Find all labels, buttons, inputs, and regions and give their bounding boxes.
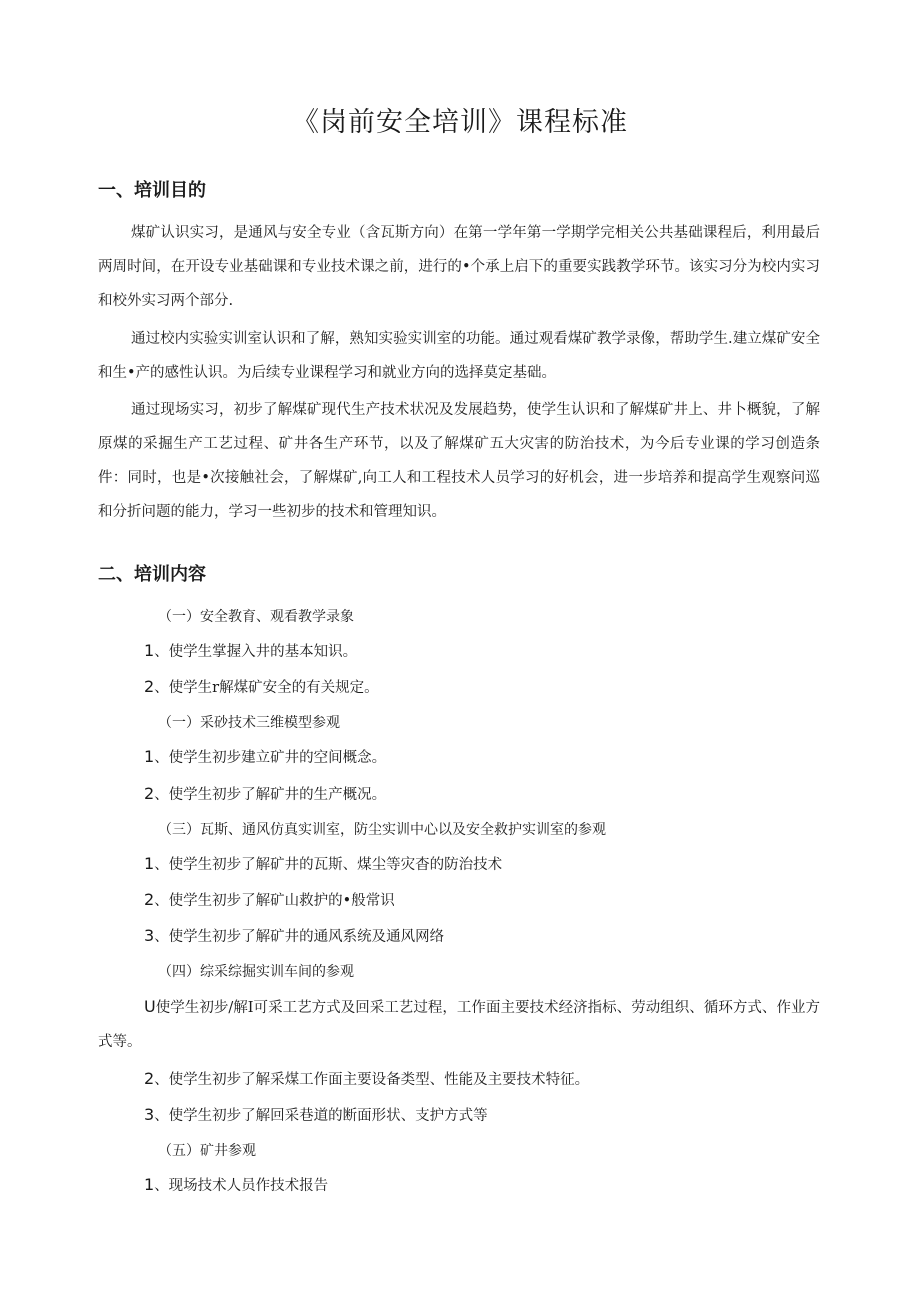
section-heading-content: 二、培训内容 — [98, 564, 206, 585]
list-item-text: 、使学生初步了解矿井的瓦斯、煤尘等灾杳的防治技术 — [154, 857, 503, 873]
subsection-label-simulation-labs: （三）瓦斯、通风仿真实训室，防尘实训中心以及安全救护实训室的参观 — [158, 822, 606, 838]
list-item-text: 、使学生掌握入井的基本知识。 — [154, 644, 358, 660]
list-item-number: 2 — [144, 890, 155, 909]
list-item-text: 、使学生初步了解矿山救护的•般常识 — [154, 893, 395, 909]
list-item-number: 1 — [144, 854, 155, 873]
list-item-number: 2 — [144, 677, 155, 696]
list-item-text: 、使学生初步了解采煤工作面主要设备类型、性能及主要技术特征。 — [154, 1072, 590, 1088]
list-item-text: 、使学生初步了解矿井的通风系统及通风网络 — [154, 929, 445, 945]
list-item-number: 2 — [144, 1069, 155, 1088]
paragraph-purpose-3: 通过现场实习，初步了解煤矿现代生产技术状况及发展趋势，使学生认识和了解煤矿井上、井卜概貌，了解原煤的采掘生产工艺过程、矿井各生产环节，以及了解煤矿五大灾害的防治技术，为今后专业课的学习创造条件：同时，也是•次接触社会，了解煤矿,向工人和工程技术人员学习的好机会，进一步培养和提高学生观察问巡和分折问题的能力，学习一些初步的技术和管理知识。 — [98, 402, 820, 520]
document-title: 《岗前安全培训》课程标准 — [292, 107, 628, 138]
list-item-text: 、使学生初步了解矿井的生产概况。 — [154, 787, 387, 803]
list-item — [144, 783, 386, 804]
list-item — [144, 1068, 589, 1089]
subsection-label-3d-model: （一）采砂技术三维模型参观 — [158, 715, 340, 731]
section-heading-purpose: 一、培训目的 — [98, 180, 206, 201]
list-item-text: 、现场技术人员作技术报告 — [154, 1178, 329, 1194]
list-item — [144, 889, 395, 910]
list-item-text: 、使学生r解煤矿安全的有关规定。 — [154, 680, 379, 696]
paragraph-purpose-1: 煤矿认识实习，是通风与安全专业（含瓦斯方向）在第一学年第一学期学完相关公共基础课程后，利用最后两周时间，在开设专业基础课和专业技术课之前，进行的•个承上启下的重要实践教学环节。该实习分为校内实习和校外实习两个部分. — [98, 225, 820, 309]
list-item-number: 1 — [144, 1175, 155, 1194]
paragraph-purpose-2: 通过校内实验实训室认识和了解，熟知实验实训室的功能。通过观看煤矿教学录像，帮助学生.建立煤矿安全和生•产的感性认识。为后续专业课程学习和就业方向的选择莫定基础。 — [98, 331, 820, 381]
list-item-number: 1 — [144, 641, 155, 660]
list-item — [144, 676, 379, 697]
list-item-text: 使学生初步/解I可采工艺方式及回采工艺过程，工作面主要技术经济指标、劳动组织、循环方式、作业方式等。 — [98, 1000, 820, 1050]
list-item-number: 1 — [144, 747, 155, 766]
list-item — [144, 640, 357, 661]
list-item — [144, 853, 502, 874]
list-item — [144, 1104, 488, 1125]
list-item-text: 、使学生初步了解回采巷道的断面形状、支护方式等 — [154, 1108, 488, 1124]
list-item-number: U — [144, 997, 156, 1016]
list-item — [98, 990, 820, 1059]
list-item — [144, 746, 386, 767]
subsection-label-mine-visit: （五）矿井参观 — [158, 1143, 256, 1159]
subsection-label-safety-education: （一）安全教育、观看教学录象 — [158, 609, 354, 625]
subsection-label-mining-workshop: （四）综采综掘实训车间的参观 — [158, 964, 354, 980]
list-item-number: 3 — [144, 926, 155, 945]
list-item-text: 、使学生初步建立矿井的空间概念。 — [154, 750, 387, 766]
list-item — [144, 1174, 328, 1195]
list-item-number: 3 — [144, 1105, 155, 1124]
list-item-number: 2 — [144, 784, 155, 803]
list-item — [144, 925, 444, 946]
